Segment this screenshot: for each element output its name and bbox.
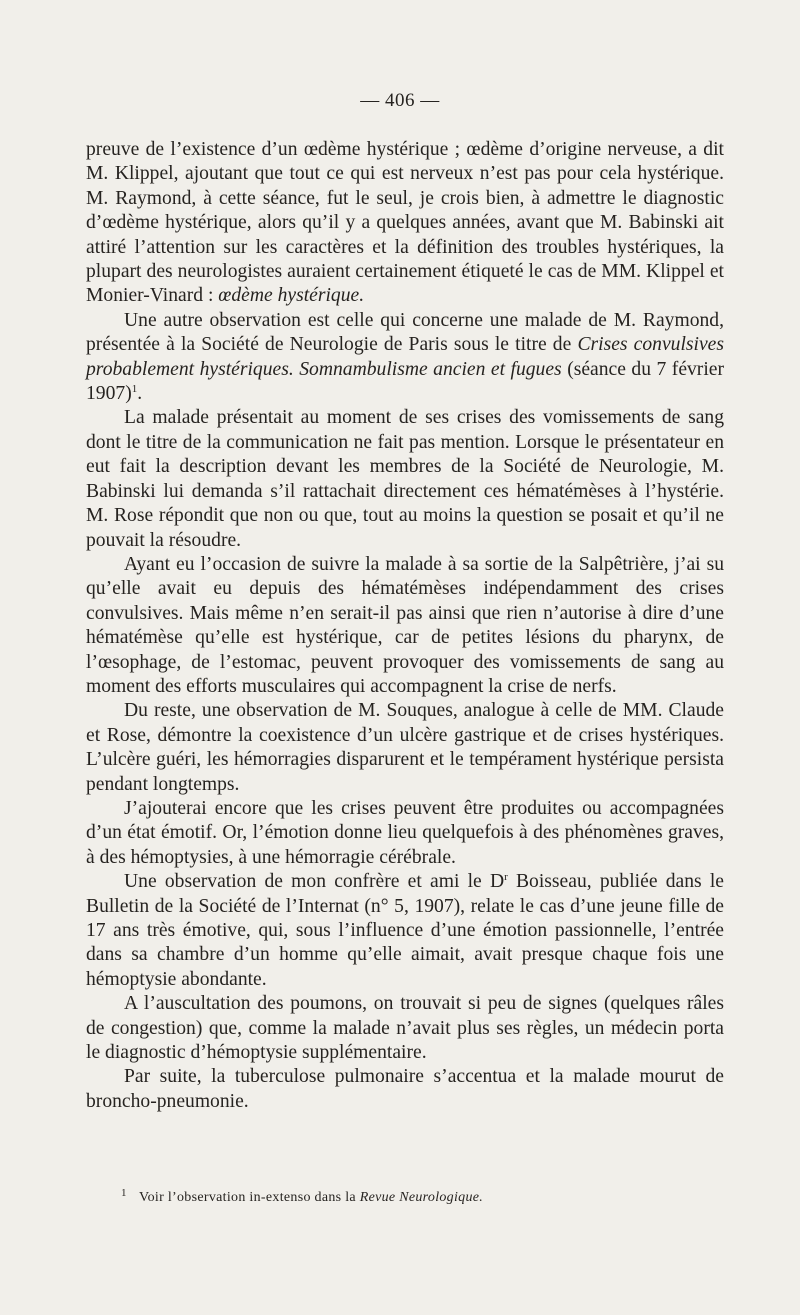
paragraph-1-text: preuve de l’existence d’un œdème hystérique ; œdème d’origine nerveuse, a dit M. Klippel, ajoutant que tout ce qui est nerveux n’est pas pour cela hystérique. M. Raymond, à cette séance, fut le seul, je crois bien, à admettre le diagnostic d’œdème hystérique, alors qu’il y a quelques années, avant que M. Babinski ait attiré l’attention sur les caractères et la définition des troubles hystériques, la plupart des neurologistes auraient certainement étiqueté le cas de MM. Klippel et Monier-Vinard : <box>86 139 724 307</box>
footnote <box>121 1187 721 1206</box>
paragraph-2-title-italic: Crises convulsives probablement hystériques. Somnambulisme ancien et fugues <box>86 334 724 380</box>
page-number: — 406 — <box>360 90 440 111</box>
paragraph-7-start: Une observation de mon confrère et ami le D <box>124 871 505 893</box>
paragraph-7-end: Boisseau, publiée dans le Bulletin de la Société de l’Internat (n° 5, 1907), relate le cas d’une jeune fille de 17 ans très émotive, qui, sous l’influence d’une émotion passionnelle, l’entrée dans sa chambre d’un homme qu’elle aimait, avait presque chaque fois une hémoptysie abondante. <box>86 871 724 990</box>
paragraph-2-start: Une autre observation est celle qui concerne une malade de M. Raymond, présentée à la Société de Neurologie de Paris sous le titre de <box>86 309 724 356</box>
paragraph-3: La malade présentait au moment de ses crises des vomissements de sang dont le titre de la communication ne fait pas mention. Lorsque le présentateur en eut fait la description devant les membres de la Société de Neurologie, M. Babinski lui demanda s’il rattachait directement ces hématémèses à l’hystérie. M. Rose répondit que non ou que, tout au moins la question se posait et qu’il ne pouvait la résoudre. <box>86 407 724 551</box>
paragraph-4: Ayant eu l’occasion de suivre la malade à sa sortie de la Salpêtrière, j’ai su qu’elle avait eu depuis des hématémèses indépendamment des crises convulsives. Mais même n’en serait-il pas ainsi que rien n’autorise à dire d’une hématémèse qu’elle est hystérique, car de petites lésions du pharynx, de l’œsophage, de l’estomac, peuvent provoquer des vomissements de sang au moment des efforts musculaires qui accompagnent la crise de nerfs. <box>86 553 724 697</box>
paragraph-2-end: (séance du 7 février 1907) <box>86 358 724 405</box>
paragraph-8: A l’auscultation des poumons, on trouvait si peu de signes (quelques râles de congestion) que, comme la malade n’avait plus ses règles, un médecin porta le diagnostic d’hémoptysie supplémentaire. <box>86 993 724 1064</box>
footnote-journal-italic: Revue Neurologique. <box>359 1190 484 1205</box>
paragraph-1 <box>86 138 724 309</box>
paragraph-1-italic: œdème hystérique. <box>218 285 365 307</box>
footnote-reference: 1 <box>131 383 138 396</box>
footnote-marker: 1 <box>121 1187 127 1199</box>
paragraph-7 <box>86 870 724 992</box>
paragraph-5: Du reste, une observation de M. Souques, analogue à celle de MM. Claude et Rose, démontre la coexistence d’un ulcère gastrique et de crises hystériques. L’ulcère guéri, les hémorragies disparurent et le tempérament hystérique persista pendant longtemps. <box>86 700 724 795</box>
paragraph-9: Par suite, la tuberculose pulmonaire s’accentua et la malade mourut de broncho-pneumonie. <box>86 1066 724 1112</box>
paragraph-6: J’ajouterai encore que les crises peuvent être produites ou accompagnées d’un état émotif. Or, l’émotion donne lieu quelquefois à des phénomènes graves, à des hémoptysies, à une hémorragie cérébrale. <box>86 797 724 868</box>
doctor-superscript: r <box>504 871 508 884</box>
footnote-text: Voir l’observation in-extenso dans la <box>139 1190 360 1205</box>
paragraph-2 <box>86 309 724 407</box>
body-text <box>86 138 724 1114</box>
paragraph-2-period: . <box>137 383 143 405</box>
